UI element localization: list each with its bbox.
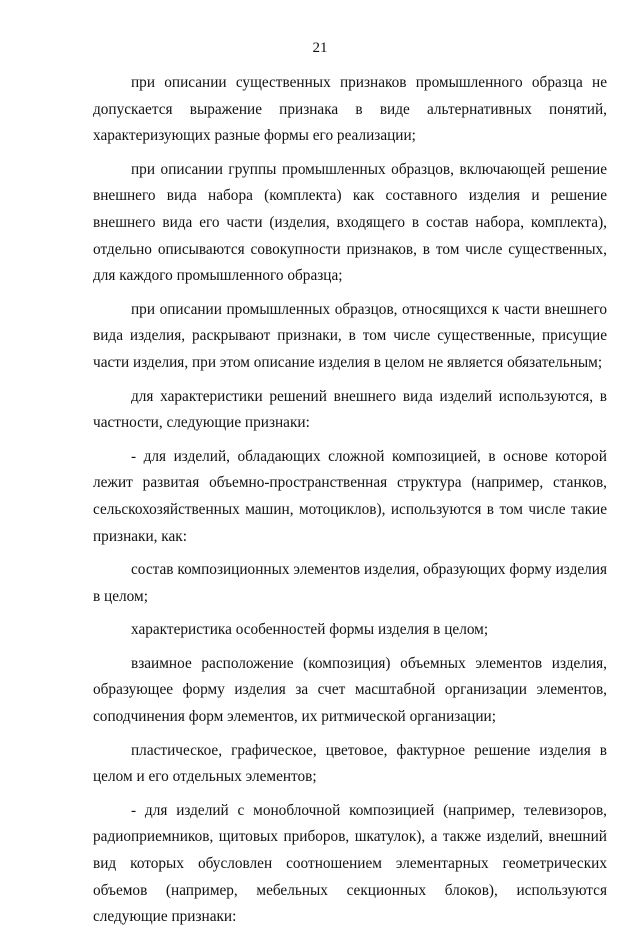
paragraph-1: при описании существенных признаков промышленного образца не допускается выражение признака в виде альтернативных понятий, характеризующих разные формы его реализации;: [93, 74, 607, 145]
paragraph-10: - для изделий с моноблочной композицией (например, телевизоров, радиоприемников, щитовых приборов, шкатулок), а также изделий, внешний вид которых обусловлен соотношением элементарных геометрических объемов (например, мебельных секционных блоков), используются следующие признаки:: [93, 801, 607, 926]
paragraph-7: характеристика особенностей формы изделия в целом;: [131, 621, 489, 639]
paragraph-9: пластическое, графическое, цветовое, фактурное решение изделия в целом и его отдельных элементов;: [93, 741, 607, 786]
paragraph-8: взаимное расположение (композиция) объемных элементов изделия, образующее форму изделия за счет масштабной организации элементов, соподчинения форм элементов, их ритмической организации;: [93, 654, 607, 726]
page-number: 21: [312, 40, 328, 56]
paragraph-3: при описании промышленных образцов, относящихся к части внешнего вида изделия, раскрывают признаки, в том числе существенные, присущие части изделия, при этом описание изделия в целом не является обязательным;: [93, 300, 607, 371]
paragraph-4: для характеристики решений внешнего вида изделий используются, в частности, следующие признаки:: [93, 387, 607, 432]
paragraph-5: - для изделий, обладающих сложной композицией, в основе которой лежит развитая объемно-пространственная структура (например, станков, сельскохозяйственных машин, мотоциклов), используются в том числе такие признаки, как:: [93, 447, 607, 545]
paragraph-6: состав композиционных элементов изделия, образующих форму изделия в целом;: [93, 561, 607, 605]
page-body: [93, 70, 607, 938]
paragraph-2: при описании группы промышленных образцов, включающей решение внешнего вида набора (комплекта) как составного изделия и решение внешнего вида его части (изделия, входящего в состав набора, комплекта), отдельно описываются совокупности признаков, в том числе существенных, для каждого промышленного образца;: [93, 160, 607, 285]
